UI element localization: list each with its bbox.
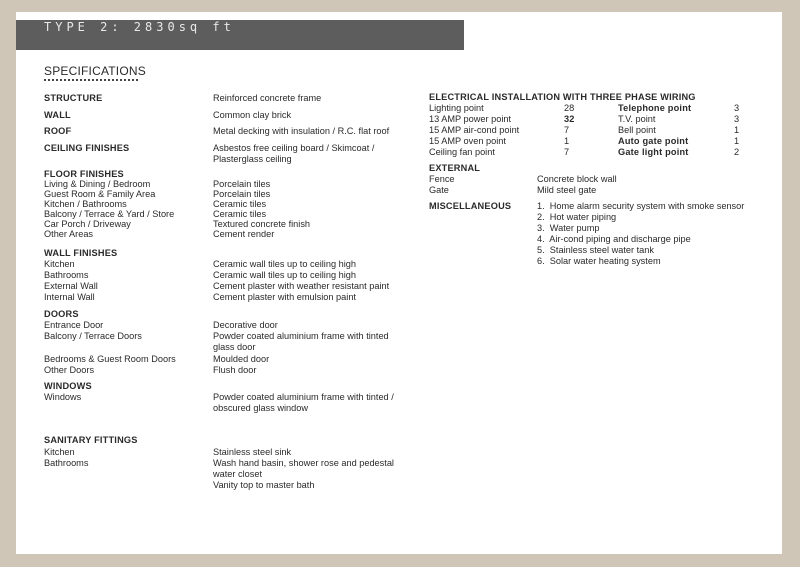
floor-row-value: Ceramic tiles: [213, 209, 267, 219]
roof-value: Metal decking with insulation / R.C. flat roof: [213, 126, 390, 136]
sanitary-heading: SANITARY FITTINGS: [44, 435, 138, 445]
other-door-value: Flush door: [213, 365, 257, 375]
electrical-label: 15 AMP oven point: [429, 136, 506, 146]
electrical-label-2: Bell point: [618, 125, 656, 135]
structure-value: Reinforced concrete frame: [213, 93, 322, 103]
wall-finish-value: Ceramic wall tiles up to ceiling high: [213, 270, 356, 280]
electrical-label-2: Gate light point: [618, 147, 689, 157]
section-title: SPECIFICATIONS: [44, 64, 146, 78]
type-label: TYPE 2: 2830sq ft: [44, 20, 235, 34]
electrical-count: 7: [564, 125, 570, 135]
gate-value: Mild steel gate: [537, 185, 597, 195]
roof-heading: ROOF: [44, 126, 72, 136]
ceiling-heading: CEILING FINISHES: [44, 143, 130, 153]
electrical-heading: ELECTRICAL INSTALLATION WITH THREE PHASE WIRING: [429, 92, 696, 102]
misc-item: [537, 234, 691, 244]
fence-value: Concrete block wall: [537, 174, 617, 184]
floor-row-label: Balcony / Terrace & Yard / Store: [44, 209, 175, 219]
windows-heading: WINDOWS: [44, 381, 92, 391]
floor-row-value: Porcelain tiles: [213, 179, 271, 189]
wall-finish-value: Cement plaster with weather resistant paint: [213, 281, 390, 291]
electrical-count-2: 1: [734, 125, 740, 135]
bedroom-door-label: Bedrooms & Guest Room Doors: [44, 354, 176, 364]
wall-finish-value: Ceramic wall tiles up to ceiling high: [213, 259, 356, 269]
fence-label: Fence: [429, 174, 455, 184]
electrical-count: 32: [564, 114, 575, 124]
floor-row-value: Textured concrete finish: [213, 219, 311, 229]
floor-row-value: Porcelain tiles: [213, 189, 271, 199]
sanitary-bathrooms-value-line1: Wash hand basin, shower rose and pedestal: [213, 458, 394, 468]
entrance-door-value: Decorative door: [213, 320, 278, 330]
electrical-label: Ceiling fan point: [429, 147, 495, 157]
wall-finish-label: Kitchen: [44, 259, 75, 269]
misc-item: [537, 245, 654, 255]
ceiling-value-line2: Plasterglass ceiling: [213, 154, 292, 164]
other-door-label: Other Doors: [44, 365, 95, 375]
misc-item: [537, 212, 616, 222]
sanitary-bathrooms-value-line3: Vanity top to master bath: [213, 480, 315, 490]
misc-item-number: 4.: [537, 234, 545, 244]
gate-label: Gate: [429, 185, 449, 195]
sanitary-kitchen-value: Stainless steel sink: [213, 447, 292, 457]
floor-row-label: Kitchen / Bathrooms: [44, 199, 127, 209]
bedroom-door-value: Moulded door: [213, 354, 270, 364]
sanitary-kitchen-label: Kitchen: [44, 447, 75, 457]
electrical-count: 7: [564, 147, 570, 157]
ceiling-value-line1: Asbestos free ceiling board / Skimcoat /: [213, 143, 375, 153]
windows-label: Windows: [44, 392, 82, 402]
floor-row-label: Other Areas: [44, 229, 94, 239]
balcony-door-value-line1: Powder coated aluminium frame with tinted: [213, 331, 389, 341]
misc-item-text: Air-cond piping and discharge pipe: [549, 234, 691, 244]
spec-sheet: [16, 12, 782, 554]
misc-item-text: Hot water piping: [549, 212, 617, 222]
misc-item-number: 2.: [537, 212, 545, 222]
floor-row-label: Living & Dining / Bedroom: [44, 179, 151, 189]
floor-row-label: Car Porch / Driveway: [44, 219, 131, 229]
electrical-label-2: Telephone point: [618, 103, 692, 113]
wall-value: Common clay brick: [213, 110, 292, 120]
windows-value-line1: Powder coated aluminium frame with tinted /: [213, 392, 394, 402]
misc-item-text: Water pump: [549, 223, 600, 233]
wall-finish-value: Cement plaster with emulsion paint: [213, 292, 356, 302]
misc-item-text: Stainless steel water tank: [549, 245, 654, 255]
doors-heading: DOORS: [44, 309, 79, 319]
misc-item-number: 5.: [537, 245, 545, 255]
misc-item-text: Solar water heating system: [549, 256, 661, 266]
balcony-door-value-line2: glass door: [213, 342, 256, 352]
windows-value-line2: obscured glass window: [213, 403, 308, 413]
sanitary-bathrooms-label: Bathrooms: [44, 458, 89, 468]
electrical-label: 15 AMP air-cond point: [429, 125, 520, 135]
electrical-count-2: 2: [734, 147, 740, 157]
electrical-label: 13 AMP power point: [429, 114, 512, 124]
electrical-label-2: Auto gate point: [618, 136, 689, 146]
entrance-door-label: Entrance Door: [44, 320, 104, 330]
wall-finish-label: Bathrooms: [44, 270, 89, 280]
wall-finishes-heading: WALL FINISHES: [44, 248, 118, 258]
structure-heading: STRUCTURE: [44, 93, 103, 103]
misc-item: [537, 256, 661, 266]
wall-heading: WALL: [44, 110, 71, 120]
wall-finish-label: External Wall: [44, 281, 98, 291]
electrical-count-2: 1: [734, 136, 740, 146]
misc-item: [537, 201, 744, 211]
external-heading: EXTERNAL: [429, 163, 481, 173]
misc-item-number: 6.: [537, 256, 545, 266]
misc-item: [537, 223, 599, 233]
misc-item-number: 1.: [537, 201, 545, 211]
misc-item-text: Home alarm security system with smoke sensor: [549, 201, 745, 211]
misc-item-number: 3.: [537, 223, 545, 233]
floor-row-label: Guest Room & Family Area: [44, 189, 156, 199]
electrical-label: Lighting point: [429, 103, 484, 113]
floor-row-value: Ceramic tiles: [213, 199, 267, 209]
electrical-count: 1: [564, 136, 570, 146]
balcony-door-label: Balcony / Terrace Doors: [44, 331, 142, 341]
floor-row-value: Cement render: [213, 229, 275, 239]
wall-finish-label: Internal Wall: [44, 292, 95, 302]
misc-heading: MISCELLANEOUS: [429, 201, 512, 211]
electrical-label-2: T.V. point: [618, 114, 656, 124]
electrical-count-2: 3: [734, 114, 740, 124]
electrical-count-2: 3: [734, 103, 740, 113]
floor-heading: FLOOR FINISHES: [44, 169, 124, 179]
electrical-count: 28: [564, 103, 575, 113]
sanitary-bathrooms-value-line2: water closet: [213, 469, 263, 479]
title-underline-dots: [44, 79, 138, 81]
